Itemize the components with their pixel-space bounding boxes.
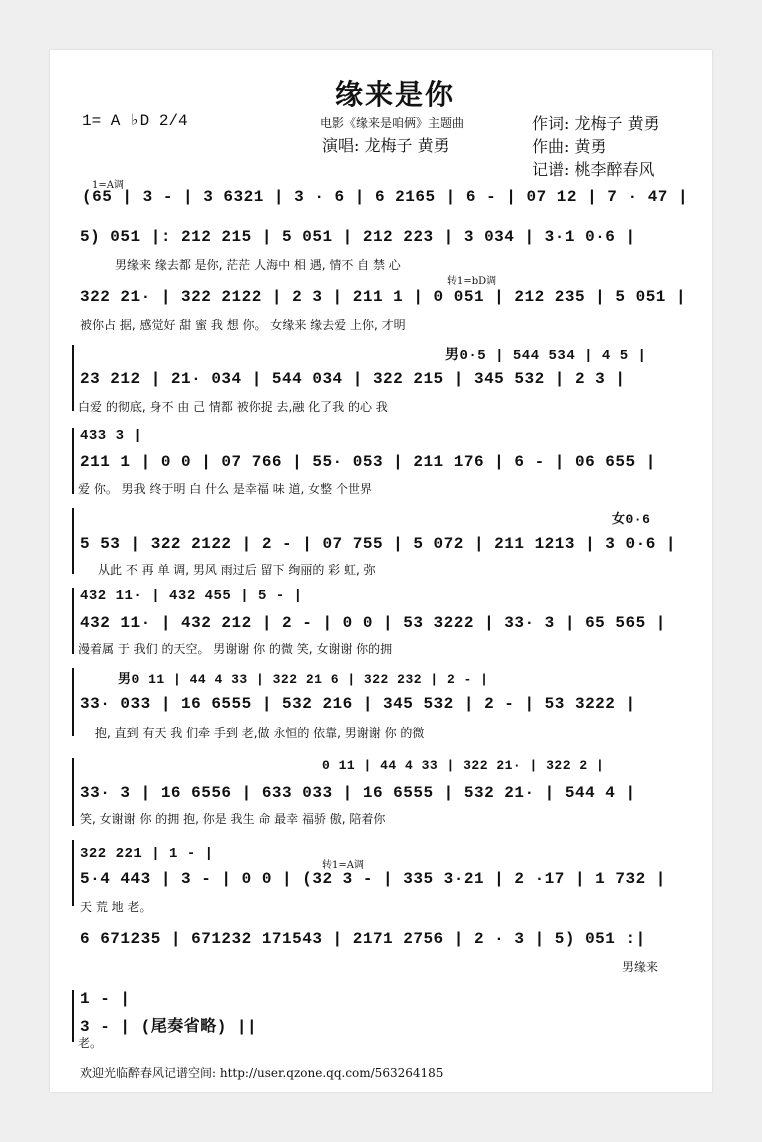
modulation-label: 转1=A调 — [322, 860, 364, 871]
lyric-line: 爱 你。 男我 终于明 白 什么 是幸福 味 道, 女整 个世界 — [78, 482, 372, 496]
key-signature: 1= A ♭D 2/4 — [82, 112, 188, 130]
lyric-line: 漫着属 于 我们 的天空。 男谢谢 你 的微 笑, 女谢谢 你的拥 — [78, 642, 393, 656]
notation-row: 211 1 | 0 0 | 07 766 | 55· 053 | 211 176 | 6 - | 06 655 | — [80, 453, 656, 471]
notation-row: (65 | 3 - | 3 6321 | 3 · 6 | 6 2165 | 6 - | 07 12 | 7 · 47 | — [82, 188, 689, 206]
system-bracket — [72, 668, 74, 736]
lyric-line: 男缘来 缘去都 是你, 茫茫 人海中 相 遇, 情不 自 禁 心 — [115, 258, 401, 272]
upper-voice-line: 433 3 | — [80, 428, 143, 444]
lyric-line: 白爱 的彻底, 身不 由 己 情都 被你捉 去,融 化了我 的心 我 — [78, 400, 388, 414]
footer-note: 欢迎光临醉春风记谱空间: http://user.qzone.qq.com/563264185 — [80, 1066, 444, 1080]
system-bracket — [72, 588, 74, 654]
notation-row: 5 53 | 322 2122 | 2 - | 07 755 | 5 072 | 211 1213 | 3 0·6 | — [80, 535, 676, 553]
upper-voice-line: 女0·6 — [612, 512, 651, 527]
song-title: 缘来是你 — [335, 78, 456, 111]
song-subtitle: 电影《缘来是咱俩》主题曲 — [320, 116, 465, 130]
system-bracket — [72, 758, 74, 826]
notation-row: 3 - | (尾奏省略) || — [80, 1018, 258, 1036]
upper-voice-line: 男0·5 | 544 534 | 4 5 | — [445, 348, 647, 364]
upper-voice-line: 0 11 | 44 4 33 | 322 21· | 322 2 | — [322, 758, 605, 773]
system-bracket — [72, 428, 74, 494]
upper-voice-line: 1 - | — [80, 990, 131, 1008]
notation-row: 432 11· | 432 212 | 2 - | 0 0 | 53 3222 | 33· 3 | 65 565 | — [80, 614, 666, 632]
lyric-line: 天 荒 地 老。 — [80, 900, 152, 914]
lyric-line: 抱, 直到 有天 我 们牵 手到 老,做 永恒的 依靠, 男谢谢 你 的微 — [95, 726, 425, 740]
notation-row: 6 671235 | 671232 171543 | 2171 2756 | 2 · 3 | 5) 051 :| — [80, 930, 646, 948]
notation-row: 5·4 443 | 3 - | 0 0 | (32 3 - | 335 3·21 | 2 ·17 | 1 732 | — [80, 870, 666, 888]
transcriber-credit: 记谱: 桃李醉春风 — [532, 160, 655, 179]
notation-row: 5) 051 |: 212 215 | 5 051 | 212 223 | 3 034 | 3·1 0·6 | — [80, 228, 636, 246]
notation-row: 33· 3 | 16 6556 | 633 033 | 16 6555 | 532 21· | 544 4 | — [80, 784, 636, 802]
upper-voice-line: 322 221 | 1 - | — [80, 846, 214, 862]
notation-row: 322 21· | 322 2122 | 2 3 | 211 1 | 0 051 | 212 235 | 5 051 | — [80, 288, 687, 306]
lyricist-credit: 作词: 龙梅子 黄勇 — [532, 114, 660, 133]
modulation-label: 1=A调 — [92, 180, 124, 191]
lyric-line: 笑, 女谢谢 你 的拥 抱, 你是 我生 命 最幸 福骄 傲, 陪着你 — [80, 812, 386, 826]
system-bracket — [72, 840, 74, 906]
lyric-line: 男缘来 — [622, 960, 659, 974]
system-bracket — [72, 990, 74, 1042]
lyric-line: 从此 不 再 单 调, 男风 雨过后 留下 绚丽的 彩 虹, 弥 — [98, 563, 376, 577]
upper-voice-line: 432 11· | 432 455 | 5 - | — [80, 588, 303, 604]
singers-credit: 演唱: 龙梅子 黄勇 — [322, 136, 450, 155]
upper-voice-line: 男0 11 | 44 4 33 | 322 21 6 | 322 232 | 2 - | — [118, 672, 489, 687]
composer-credit: 作曲: 黄勇 — [532, 137, 607, 156]
notation-row: 33· 033 | 16 6555 | 532 216 | 345 532 | 2 - | 53 3222 | — [80, 695, 636, 713]
system-bracket — [72, 508, 74, 574]
lyric-line: 老。 — [78, 1036, 103, 1050]
lyric-line: 被你占 据, 感觉好 甜 蜜 我 想 你。 女缘来 缘去爱 上你, 才明 — [80, 318, 406, 332]
system-bracket — [72, 345, 74, 411]
modulation-label: 转1=bD调 — [447, 276, 497, 287]
notation-row: 23 212 | 21· 034 | 544 034 | 322 215 | 345 532 | 2 3 | — [80, 370, 626, 388]
